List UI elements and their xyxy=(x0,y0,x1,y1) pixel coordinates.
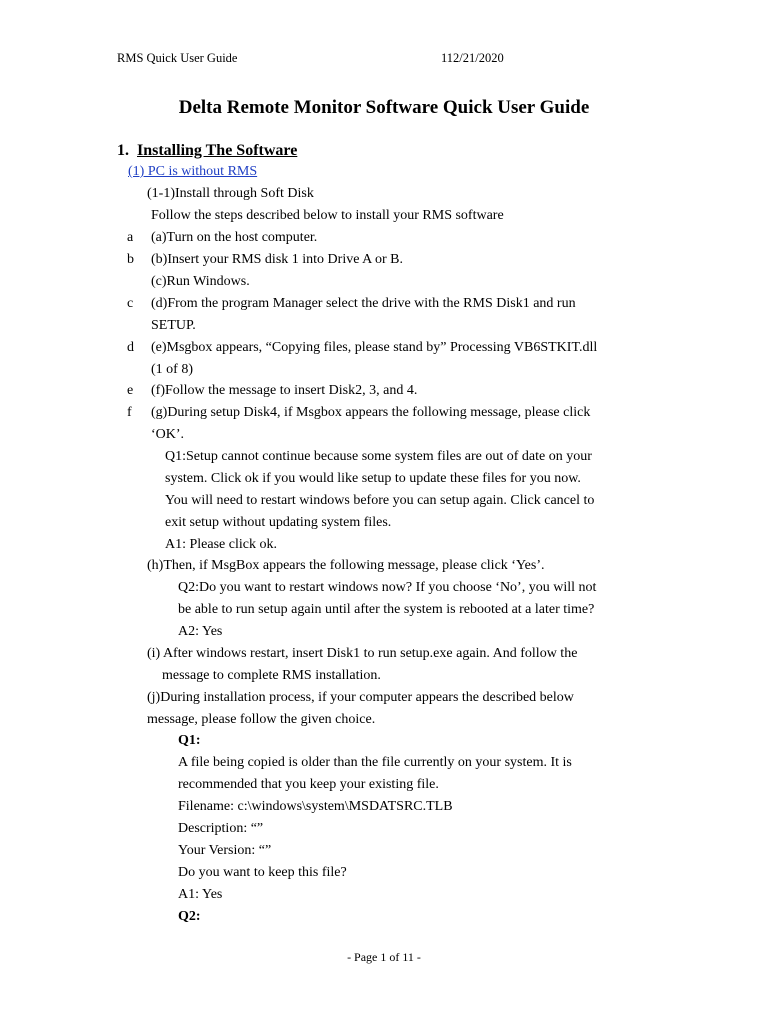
line-marker: b xyxy=(127,252,134,267)
body-line: Your Version: “” xyxy=(178,843,272,858)
body-line: message, please follow the given choice. xyxy=(147,712,376,727)
line-marker: d xyxy=(127,340,134,355)
body-line: SETUP. xyxy=(151,318,196,333)
body-line: ‘OK’. xyxy=(151,427,185,442)
body-line: (f)Follow the message to insert Disk2, 3, and 4. xyxy=(151,383,418,398)
line-marker: f xyxy=(127,405,132,420)
body-line: (1 of 8) xyxy=(151,362,193,377)
body-line: Do you want to keep this file? xyxy=(178,865,347,880)
section-heading xyxy=(117,143,297,159)
line-marker: c xyxy=(127,296,134,311)
body-line: (c)Run Windows. xyxy=(151,274,250,289)
body-line: (d)From the program Manager select the drive with the RMS Disk1 and run xyxy=(151,296,576,311)
subsection-link[interactable]: (1) PC is without RMS xyxy=(128,164,258,179)
body-line: Q2: xyxy=(178,909,201,924)
body-line: Follow the steps described below to install your RMS software xyxy=(151,208,504,223)
line-marker: a xyxy=(127,230,134,245)
body-line: message to complete RMS installation. xyxy=(162,668,381,683)
section-title: Installing The Software xyxy=(137,142,298,159)
body-line: (j)During installation process, if your computer appears the described below xyxy=(147,690,574,705)
body-line: (i) After windows restart, insert Disk1 to run setup.exe again. And follow the xyxy=(147,646,578,661)
header-left: RMS Quick User Guide xyxy=(117,51,238,65)
body-line: (a)Turn on the host computer. xyxy=(151,230,318,245)
body-line: Filename: c:\windows\system\MSDATSRC.TLB xyxy=(178,799,453,814)
document-title: Delta Remote Monitor Software Quick User Guide xyxy=(178,97,590,118)
body-line: (1-1)Install through Soft Disk xyxy=(147,186,314,201)
section-number: 1. xyxy=(117,142,129,159)
body-line: Q2:Do you want to restart windows now? If you choose ‘No’, you will not xyxy=(178,580,597,595)
body-line: A2: Yes xyxy=(178,624,223,639)
page-footer: - Page 1 of 11 - xyxy=(347,950,421,964)
header-right: 112/21/2020 xyxy=(441,51,504,65)
body-line: be able to run setup again until after the system is rebooted at a later time? xyxy=(178,602,595,617)
body-line: Q1: xyxy=(178,733,201,748)
body-line: (h)Then, if MsgBox appears the following message, please click ‘Yes’. xyxy=(147,558,545,573)
body-line: A1: Please click ok. xyxy=(165,537,277,552)
body-line: recommended that you keep your existing file. xyxy=(178,777,439,792)
body-line: (b)Insert your RMS disk 1 into Drive A or B. xyxy=(151,252,403,267)
line-marker: e xyxy=(127,383,134,398)
body-line: Q1:Setup cannot continue because some system files are out of date on your xyxy=(165,449,592,464)
body-line: (g)During setup Disk4, if Msgbox appears the following message, please click xyxy=(151,405,591,420)
body-line: A1: Yes xyxy=(178,887,223,902)
body-line: You will need to restart windows before you can setup again. Click cancel to xyxy=(165,493,595,508)
body-line: system. Click ok if you would like setup to update these files for you now. xyxy=(165,471,581,486)
body-line: exit setup without updating system files. xyxy=(165,515,392,530)
body-line: Description: “” xyxy=(178,821,264,836)
body-line: A file being copied is older than the file currently on your system. It is xyxy=(178,755,572,770)
body-line: (e)Msgbox appears, “Copying files, please stand by” Processing VB6STKIT.dll xyxy=(151,340,598,355)
